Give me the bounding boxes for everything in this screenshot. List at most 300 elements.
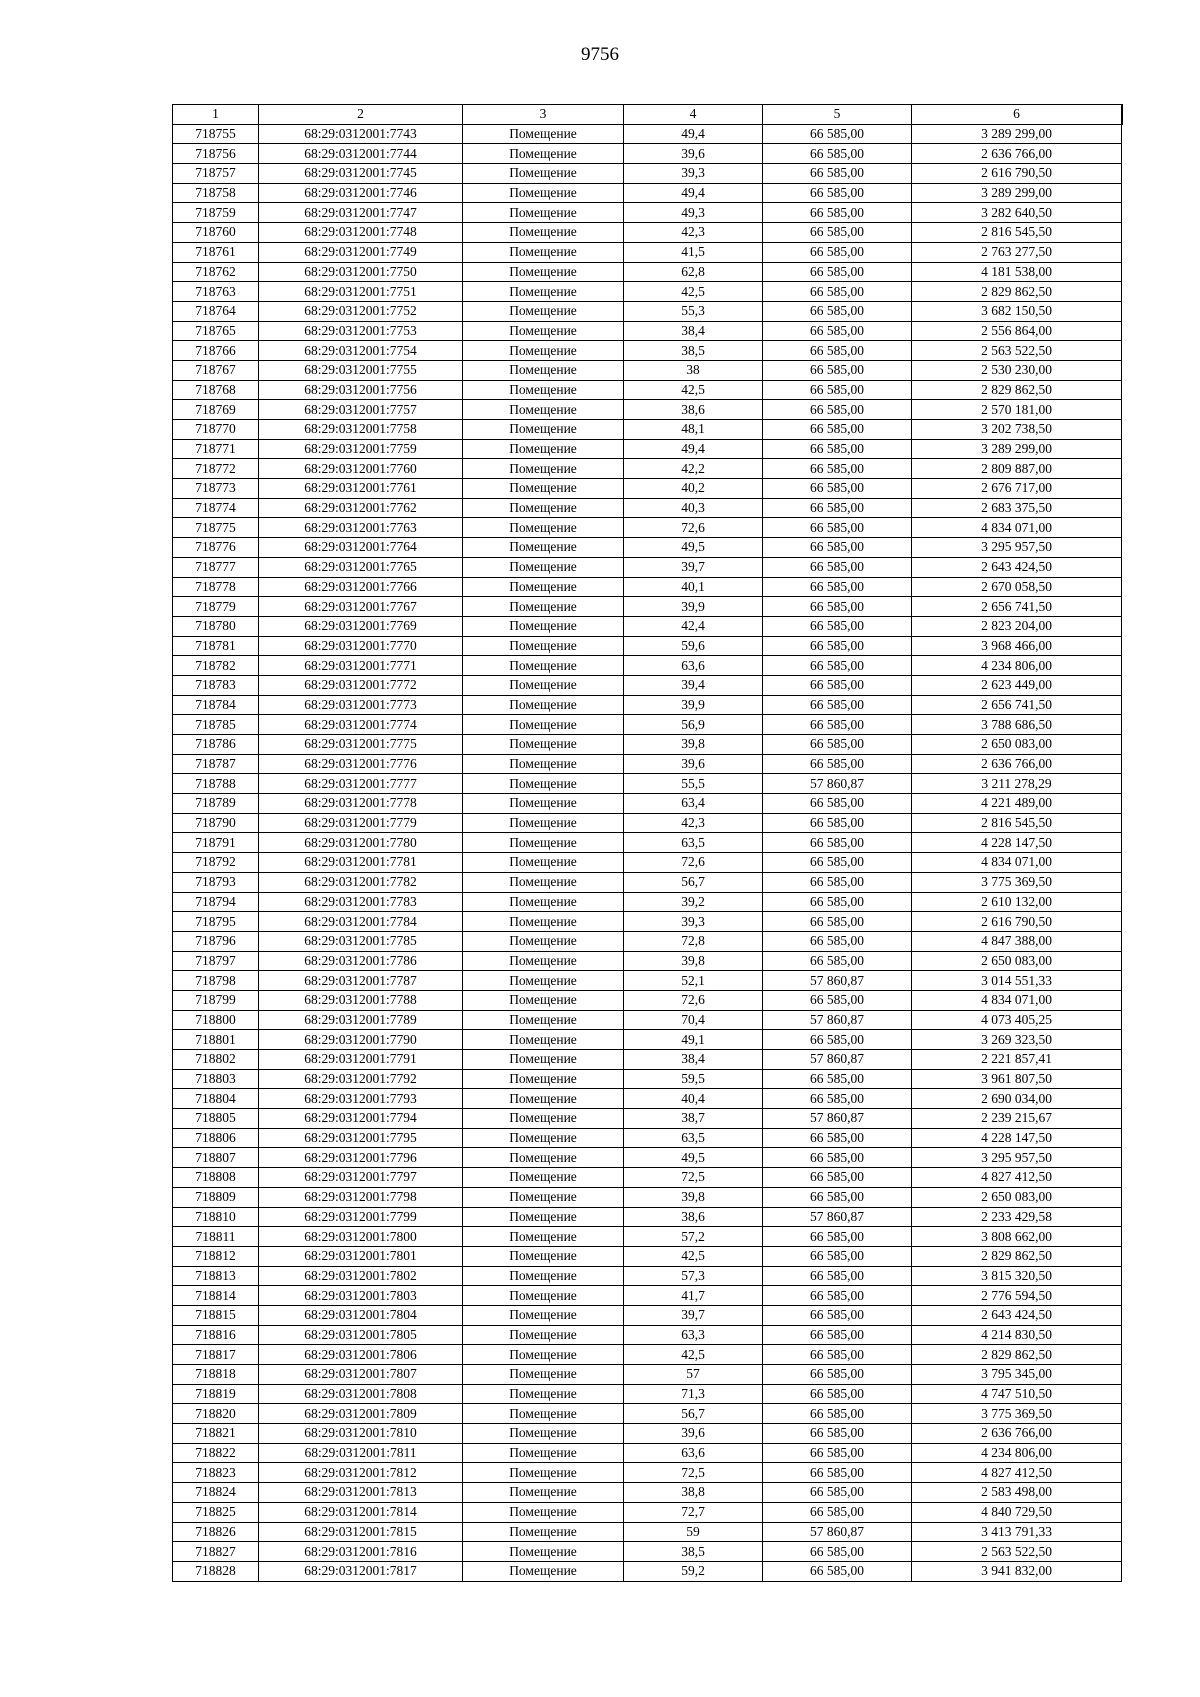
table-row: [173, 990, 1122, 1010]
area-cell: 57: [624, 1365, 763, 1385]
object-type-cell: Помещение: [463, 872, 624, 892]
cadastral-number-cell: 68:29:0312001:7799: [259, 1207, 463, 1227]
cadastral-value-cell: 2 233 429,58: [912, 1207, 1122, 1227]
object-type-cell: Помещение: [463, 459, 624, 479]
unit-value-cell: 57 860,87: [763, 1109, 912, 1129]
object-type-cell: Помещение: [463, 498, 624, 518]
area-cell: 72,5: [624, 1463, 763, 1483]
row-number-cell: 718756: [173, 144, 259, 164]
object-type-cell: Помещение: [463, 282, 624, 302]
row-number-cell: 718823: [173, 1463, 259, 1483]
cadastral-value-cell: 3 282 640,50: [912, 203, 1122, 223]
area-cell: 38,6: [624, 400, 763, 420]
object-type-cell: Помещение: [463, 1384, 624, 1404]
table-row: [173, 242, 1122, 262]
unit-value-cell: 66 585,00: [763, 1227, 912, 1247]
object-type-cell: Помещение: [463, 242, 624, 262]
unit-value-cell: 66 585,00: [763, 1384, 912, 1404]
object-type-cell: Помещение: [463, 715, 624, 735]
cadastral-number-cell: 68:29:0312001:7806: [259, 1345, 463, 1365]
table-row: [173, 262, 1122, 282]
object-type-cell: Помещение: [463, 931, 624, 951]
area-cell: 38: [624, 360, 763, 380]
row-number-cell: 718797: [173, 951, 259, 971]
unit-value-cell: 66 585,00: [763, 341, 912, 361]
unit-value-cell: 66 585,00: [763, 282, 912, 302]
object-type-cell: Помещение: [463, 341, 624, 361]
cadastral-number-cell: 68:29:0312001:7758: [259, 420, 463, 440]
row-number-cell: 718796: [173, 931, 259, 951]
table-row: [173, 1502, 1122, 1522]
object-type-cell: Помещение: [463, 1305, 624, 1325]
table-body: [173, 124, 1122, 1581]
object-type-cell: Помещение: [463, 1089, 624, 1109]
row-number-cell: 718804: [173, 1089, 259, 1109]
table-row: [173, 675, 1122, 695]
row-number-cell: 718808: [173, 1168, 259, 1188]
area-cell: 72,5: [624, 1168, 763, 1188]
cadastral-value-cell: 4 847 388,00: [912, 931, 1122, 951]
row-number-cell: 718820: [173, 1404, 259, 1424]
cadastral-value-cell: 2 239 215,67: [912, 1109, 1122, 1129]
row-number-cell: 718817: [173, 1345, 259, 1365]
table-row: [173, 1365, 1122, 1385]
cadastral-value-cell: 2 809 887,00: [912, 459, 1122, 479]
cadastral-number-cell: 68:29:0312001:7802: [259, 1266, 463, 1286]
row-number-cell: 718768: [173, 380, 259, 400]
cadastral-value-cell: 2 616 790,50: [912, 164, 1122, 184]
cadastral-number-cell: 68:29:0312001:7793: [259, 1089, 463, 1109]
cadastral-value-cell: 3 795 345,00: [912, 1365, 1122, 1385]
cadastral-number-cell: 68:29:0312001:7792: [259, 1069, 463, 1089]
object-type-cell: Помещение: [463, 183, 624, 203]
row-number-cell: 718819: [173, 1384, 259, 1404]
cadastral-value-cell: 2 636 766,00: [912, 144, 1122, 164]
cadastral-value-cell: 4 834 071,00: [912, 990, 1122, 1010]
row-number-cell: 718755: [173, 124, 259, 144]
unit-value-cell: 66 585,00: [763, 636, 912, 656]
row-number-cell: 718760: [173, 223, 259, 243]
cadastral-number-cell: 68:29:0312001:7797: [259, 1168, 463, 1188]
row-number-cell: 718828: [173, 1561, 259, 1581]
unit-value-cell: 66 585,00: [763, 439, 912, 459]
cadastral-number-cell: 68:29:0312001:7777: [259, 774, 463, 794]
table-row: [173, 479, 1122, 499]
cadastral-value-cell: 2 829 862,50: [912, 282, 1122, 302]
area-cell: 39,6: [624, 1424, 763, 1444]
unit-value-cell: 66 585,00: [763, 656, 912, 676]
object-type-cell: Помещение: [463, 538, 624, 558]
row-number-cell: 718788: [173, 774, 259, 794]
row-number-cell: 718777: [173, 557, 259, 577]
row-number-cell: 718779: [173, 597, 259, 617]
cadastral-value-cell: 4 827 412,50: [912, 1168, 1122, 1188]
column-header: 2: [259, 105, 463, 125]
area-cell: 39,4: [624, 675, 763, 695]
table-row: [173, 912, 1122, 932]
row-number-cell: 718816: [173, 1325, 259, 1345]
unit-value-cell: 66 585,00: [763, 1443, 912, 1463]
cadastral-number-cell: 68:29:0312001:7808: [259, 1384, 463, 1404]
object-type-cell: Помещение: [463, 951, 624, 971]
cadastral-value-cell: 3 202 738,50: [912, 420, 1122, 440]
table-row: [173, 1050, 1122, 1070]
table-row: [173, 853, 1122, 873]
object-type-cell: Помещение: [463, 990, 624, 1010]
cadastral-number-cell: 68:29:0312001:7785: [259, 931, 463, 951]
cadastral-value-cell: 3 941 832,00: [912, 1561, 1122, 1581]
row-number-cell: 718784: [173, 695, 259, 715]
unit-value-cell: 66 585,00: [763, 223, 912, 243]
row-number-cell: 718763: [173, 282, 259, 302]
area-cell: 42,5: [624, 1246, 763, 1266]
unit-value-cell: 66 585,00: [763, 1404, 912, 1424]
area-cell: 42,5: [624, 282, 763, 302]
cadastral-number-cell: 68:29:0312001:7786: [259, 951, 463, 971]
area-cell: 57,2: [624, 1227, 763, 1247]
object-type-cell: Помещение: [463, 164, 624, 184]
cadastral-value-cell: 3 788 686,50: [912, 715, 1122, 735]
cadastral-number-cell: 68:29:0312001:7804: [259, 1305, 463, 1325]
object-type-cell: Помещение: [463, 1502, 624, 1522]
table-row: [173, 321, 1122, 341]
object-type-cell: Помещение: [463, 1463, 624, 1483]
cadastral-number-cell: 68:29:0312001:7754: [259, 341, 463, 361]
table-row: [173, 1227, 1122, 1247]
cadastral-value-cell: 3 289 299,00: [912, 124, 1122, 144]
object-type-cell: Помещение: [463, 1365, 624, 1385]
cadastral-number-cell: 68:29:0312001:7748: [259, 223, 463, 243]
cadastral-number-cell: 68:29:0312001:7774: [259, 715, 463, 735]
object-type-cell: Помещение: [463, 1187, 624, 1207]
cadastral-value-cell: 3 211 278,29: [912, 774, 1122, 794]
object-type-cell: Помещение: [463, 1050, 624, 1070]
table-row: [173, 1168, 1122, 1188]
cadastral-number-cell: 68:29:0312001:7755: [259, 360, 463, 380]
table-row: [173, 1266, 1122, 1286]
object-type-cell: Помещение: [463, 400, 624, 420]
unit-value-cell: 66 585,00: [763, 183, 912, 203]
object-type-cell: Помещение: [463, 656, 624, 676]
cadastral-value-cell: 2 683 375,50: [912, 498, 1122, 518]
table-row: [173, 813, 1122, 833]
cadastral-value-cell: 2 676 717,00: [912, 479, 1122, 499]
cadastral-value-cell: 3 295 957,50: [912, 1148, 1122, 1168]
area-cell: 40,3: [624, 498, 763, 518]
cadastral-value-cell: 3 815 320,50: [912, 1266, 1122, 1286]
table-row: [173, 931, 1122, 951]
object-type-cell: Помещение: [463, 144, 624, 164]
cadastral-value-cell: 2 221 857,41: [912, 1050, 1122, 1070]
unit-value-cell: 66 585,00: [763, 380, 912, 400]
table-row: [173, 420, 1122, 440]
cadastral-number-cell: 68:29:0312001:7745: [259, 164, 463, 184]
table-row: [173, 1404, 1122, 1424]
area-cell: 42,5: [624, 1345, 763, 1365]
unit-value-cell: 66 585,00: [763, 557, 912, 577]
cadastral-value-cell: 3 682 150,50: [912, 301, 1122, 321]
table-row: [173, 833, 1122, 853]
area-cell: 63,5: [624, 1128, 763, 1148]
row-number-cell: 718815: [173, 1305, 259, 1325]
cadastral-value-cell: 2 816 545,50: [912, 223, 1122, 243]
area-cell: 38,8: [624, 1483, 763, 1503]
row-number-cell: 718766: [173, 341, 259, 361]
row-number-cell: 718770: [173, 420, 259, 440]
table-row: [173, 1463, 1122, 1483]
area-cell: 40,2: [624, 479, 763, 499]
object-type-cell: Помещение: [463, 577, 624, 597]
row-number-cell: 718758: [173, 183, 259, 203]
object-type-cell: Помещение: [463, 695, 624, 715]
table-row: [173, 1089, 1122, 1109]
area-cell: 71,3: [624, 1384, 763, 1404]
cadastral-number-cell: 68:29:0312001:7766: [259, 577, 463, 597]
table-row: [173, 1148, 1122, 1168]
row-number-cell: 718812: [173, 1246, 259, 1266]
area-cell: 39,7: [624, 1305, 763, 1325]
cadastral-number-cell: 68:29:0312001:7800: [259, 1227, 463, 1247]
row-number-cell: 718775: [173, 518, 259, 538]
area-cell: 39,7: [624, 557, 763, 577]
cadastral-value-cell: 2 650 083,00: [912, 1187, 1122, 1207]
cadastral-number-cell: 68:29:0312001:7743: [259, 124, 463, 144]
object-type-cell: Помещение: [463, 124, 624, 144]
unit-value-cell: 57 860,87: [763, 774, 912, 794]
row-number-cell: 718795: [173, 912, 259, 932]
unit-value-cell: 66 585,00: [763, 695, 912, 715]
cadastral-number-cell: 68:29:0312001:7761: [259, 479, 463, 499]
row-number-cell: 718762: [173, 262, 259, 282]
object-type-cell: Помещение: [463, 420, 624, 440]
table-row: [173, 872, 1122, 892]
row-number-cell: 718782: [173, 656, 259, 676]
area-cell: 38,5: [624, 341, 763, 361]
area-cell: 72,6: [624, 990, 763, 1010]
row-number-cell: 718809: [173, 1187, 259, 1207]
row-number-cell: 718814: [173, 1286, 259, 1306]
cadastral-number-cell: 68:29:0312001:7751: [259, 282, 463, 302]
object-type-cell: Помещение: [463, 853, 624, 873]
area-cell: 59,5: [624, 1069, 763, 1089]
area-cell: 38,7: [624, 1109, 763, 1129]
unit-value-cell: 66 585,00: [763, 912, 912, 932]
object-type-cell: Помещение: [463, 794, 624, 814]
object-type-cell: Помещение: [463, 1266, 624, 1286]
cadastral-number-cell: 68:29:0312001:7769: [259, 616, 463, 636]
cadastral-value-cell: 4 827 412,50: [912, 1463, 1122, 1483]
unit-value-cell: 66 585,00: [763, 951, 912, 971]
object-type-cell: Помещение: [463, 1069, 624, 1089]
cadastral-value-cell: 2 570 181,00: [912, 400, 1122, 420]
unit-value-cell: 66 585,00: [763, 1463, 912, 1483]
table-row: [173, 400, 1122, 420]
unit-value-cell: 66 585,00: [763, 459, 912, 479]
row-number-cell: 718802: [173, 1050, 259, 1070]
unit-value-cell: 66 585,00: [763, 1266, 912, 1286]
registry-table: [172, 104, 1122, 1582]
area-cell: 72,8: [624, 931, 763, 951]
area-cell: 41,7: [624, 1286, 763, 1306]
area-cell: 63,4: [624, 794, 763, 814]
row-number-cell: 718774: [173, 498, 259, 518]
row-number-cell: 718807: [173, 1148, 259, 1168]
object-type-cell: Помещение: [463, 1227, 624, 1247]
cadastral-number-cell: 68:29:0312001:7771: [259, 656, 463, 676]
row-number-cell: 718787: [173, 754, 259, 774]
unit-value-cell: 57 860,87: [763, 1050, 912, 1070]
row-number-cell: 718813: [173, 1266, 259, 1286]
row-number-cell: 718791: [173, 833, 259, 853]
unit-value-cell: 66 585,00: [763, 597, 912, 617]
table-row: [173, 1207, 1122, 1227]
cadastral-number-cell: 68:29:0312001:7779: [259, 813, 463, 833]
table-row: [173, 1561, 1122, 1581]
column-header: 5: [763, 105, 912, 125]
table-row: [173, 1187, 1122, 1207]
cadastral-number-cell: 68:29:0312001:7753: [259, 321, 463, 341]
unit-value-cell: 66 585,00: [763, 1502, 912, 1522]
object-type-cell: Помещение: [463, 439, 624, 459]
area-cell: 38,6: [624, 1207, 763, 1227]
cadastral-number-cell: 68:29:0312001:7796: [259, 1148, 463, 1168]
row-number-cell: 718821: [173, 1424, 259, 1444]
cadastral-number-cell: 68:29:0312001:7807: [259, 1365, 463, 1385]
row-number-cell: 718803: [173, 1069, 259, 1089]
unit-value-cell: 66 585,00: [763, 479, 912, 499]
object-type-cell: Помещение: [463, 1522, 624, 1542]
cadastral-value-cell: 4 181 538,00: [912, 262, 1122, 282]
table-row: [173, 203, 1122, 223]
cadastral-number-cell: 68:29:0312001:7781: [259, 853, 463, 873]
column-header: 3: [463, 105, 624, 125]
row-number-cell: 718825: [173, 1502, 259, 1522]
object-type-cell: Помещение: [463, 557, 624, 577]
cadastral-value-cell: 2 643 424,50: [912, 557, 1122, 577]
cadastral-value-cell: 2 670 058,50: [912, 577, 1122, 597]
table-row: [173, 223, 1122, 243]
unit-value-cell: 66 585,00: [763, 538, 912, 558]
table-row: [173, 1483, 1122, 1503]
cadastral-value-cell: 3 775 369,50: [912, 1404, 1122, 1424]
cadastral-number-cell: 68:29:0312001:7784: [259, 912, 463, 932]
table-row: [173, 1542, 1122, 1562]
row-number-cell: 718826: [173, 1522, 259, 1542]
area-cell: 39,8: [624, 1187, 763, 1207]
row-number-cell: 718764: [173, 301, 259, 321]
table-row: [173, 518, 1122, 538]
area-cell: 55,3: [624, 301, 763, 321]
cadastral-value-cell: 2 823 204,00: [912, 616, 1122, 636]
object-type-cell: Помещение: [463, 1561, 624, 1581]
cadastral-number-cell: 68:29:0312001:7790: [259, 1030, 463, 1050]
object-type-cell: Помещение: [463, 1168, 624, 1188]
area-cell: 38,5: [624, 1542, 763, 1562]
area-cell: 55,5: [624, 774, 763, 794]
unit-value-cell: 66 585,00: [763, 242, 912, 262]
cadastral-number-cell: 68:29:0312001:7812: [259, 1463, 463, 1483]
table-row: [173, 341, 1122, 361]
object-type-cell: Помещение: [463, 223, 624, 243]
cadastral-number-cell: 68:29:0312001:7773: [259, 695, 463, 715]
cadastral-value-cell: 4 073 405,25: [912, 1010, 1122, 1030]
cadastral-value-cell: 2 650 083,00: [912, 735, 1122, 755]
object-type-cell: Помещение: [463, 1148, 624, 1168]
table-row: [173, 1325, 1122, 1345]
table-row: [173, 459, 1122, 479]
table-row: [173, 636, 1122, 656]
unit-value-cell: 66 585,00: [763, 1168, 912, 1188]
unit-value-cell: 66 585,00: [763, 990, 912, 1010]
table-row: [173, 557, 1122, 577]
table-row: [173, 183, 1122, 203]
cadastral-number-cell: 68:29:0312001:7813: [259, 1483, 463, 1503]
object-type-cell: Помещение: [463, 675, 624, 695]
cadastral-number-cell: 68:29:0312001:7750: [259, 262, 463, 282]
object-type-cell: Помещение: [463, 1010, 624, 1030]
area-cell: 38,4: [624, 321, 763, 341]
object-type-cell: Помещение: [463, 636, 624, 656]
row-number-cell: 718767: [173, 360, 259, 380]
unit-value-cell: 66 585,00: [763, 754, 912, 774]
area-cell: 39,6: [624, 144, 763, 164]
unit-value-cell: 66 585,00: [763, 1542, 912, 1562]
table-row: [173, 774, 1122, 794]
row-number-cell: 718780: [173, 616, 259, 636]
cadastral-number-cell: 68:29:0312001:7805: [259, 1325, 463, 1345]
cadastral-number-cell: 68:29:0312001:7780: [259, 833, 463, 853]
table-row: [173, 1286, 1122, 1306]
object-type-cell: Помещение: [463, 262, 624, 282]
area-cell: 59: [624, 1522, 763, 1542]
unit-value-cell: 66 585,00: [763, 577, 912, 597]
cadastral-number-cell: 68:29:0312001:7798: [259, 1187, 463, 1207]
unit-value-cell: 57 860,87: [763, 1010, 912, 1030]
object-type-cell: Помещение: [463, 1345, 624, 1365]
cadastral-number-cell: 68:29:0312001:7762: [259, 498, 463, 518]
unit-value-cell: 66 585,00: [763, 1089, 912, 1109]
object-type-cell: Помещение: [463, 912, 624, 932]
table-row: [173, 498, 1122, 518]
table-row: [173, 971, 1122, 991]
table-row: [173, 1128, 1122, 1148]
row-number-cell: 718805: [173, 1109, 259, 1129]
cadastral-value-cell: 2 650 083,00: [912, 951, 1122, 971]
area-cell: 72,7: [624, 1502, 763, 1522]
unit-value-cell: 66 585,00: [763, 301, 912, 321]
cadastral-number-cell: 68:29:0312001:7763: [259, 518, 463, 538]
unit-value-cell: 66 585,00: [763, 794, 912, 814]
cadastral-value-cell: 2 816 545,50: [912, 813, 1122, 833]
unit-value-cell: 66 585,00: [763, 400, 912, 420]
table-row: [173, 754, 1122, 774]
cadastral-number-cell: 68:29:0312001:7747: [259, 203, 463, 223]
table-row: [173, 656, 1122, 676]
cadastral-value-cell: 3 014 551,33: [912, 971, 1122, 991]
unit-value-cell: 66 585,00: [763, 321, 912, 341]
object-type-cell: Помещение: [463, 754, 624, 774]
cadastral-number-cell: 68:29:0312001:7744: [259, 144, 463, 164]
unit-value-cell: 66 585,00: [763, 1128, 912, 1148]
area-cell: 39,9: [624, 695, 763, 715]
cadastral-value-cell: 3 295 957,50: [912, 538, 1122, 558]
cadastral-value-cell: 2 610 132,00: [912, 892, 1122, 912]
area-cell: 63,6: [624, 1443, 763, 1463]
cadastral-value-cell: 2 636 766,00: [912, 1424, 1122, 1444]
cadastral-value-cell: 2 829 862,50: [912, 1246, 1122, 1266]
unit-value-cell: 66 585,00: [763, 1246, 912, 1266]
cadastral-number-cell: 68:29:0312001:7767: [259, 597, 463, 617]
